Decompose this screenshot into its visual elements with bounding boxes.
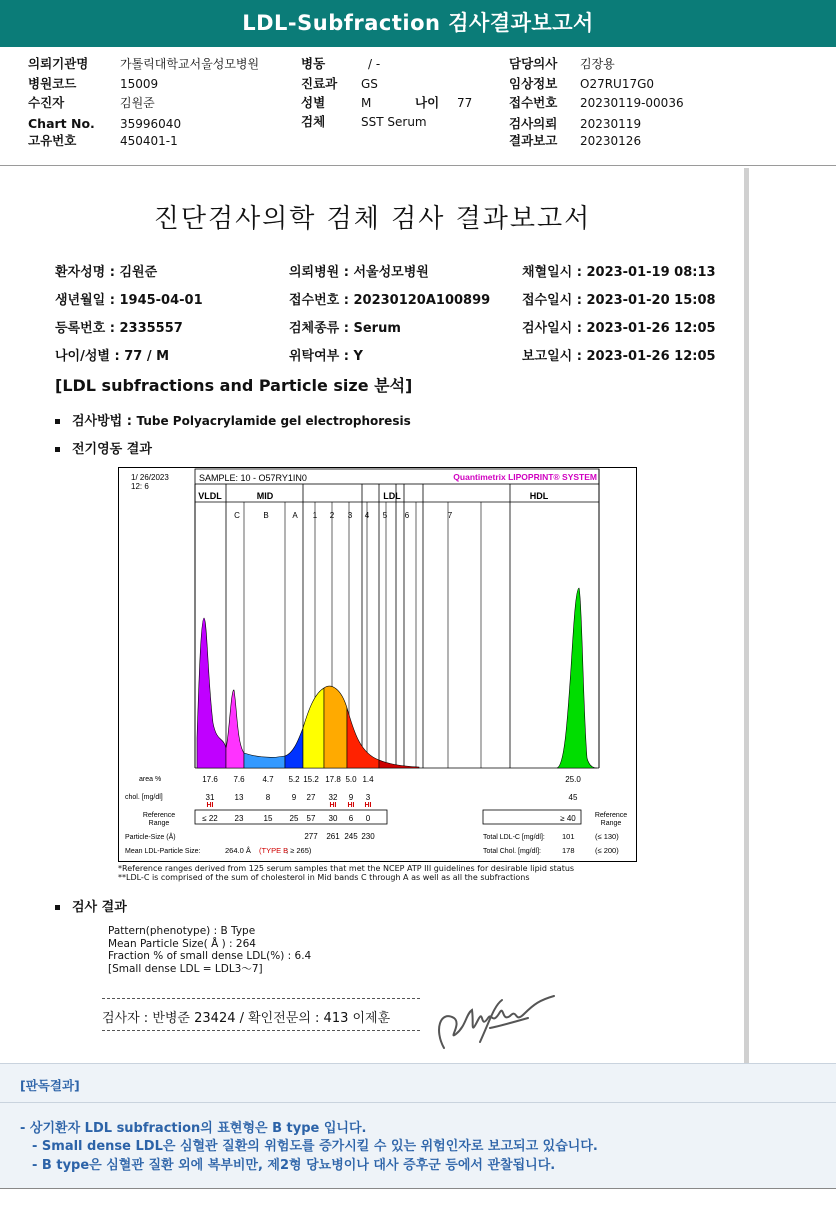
row-label: Particle-Size (Å) xyxy=(125,834,176,841)
ref-value: 30 xyxy=(328,814,338,823)
band-label: 2 xyxy=(329,511,335,520)
signature-line: 검사자 : 반병준 23424 / 확인전문의 : 413 이제훈 xyxy=(102,1011,391,1026)
report-title: LDL-Subfraction 검사결과보고서 xyxy=(242,11,594,35)
mean-value: 264.0 Å xyxy=(225,846,251,855)
header-value: SST Serum xyxy=(361,115,427,129)
interpretation-panel xyxy=(0,1063,836,1189)
header-info xyxy=(0,54,836,164)
area-value: 7.6 xyxy=(233,775,245,784)
note-line: **LDL-C is comprised of the sum of cholesterol in Mid bands C through A as well as all the subfractions xyxy=(118,873,530,882)
chol-value: 32 xyxy=(328,793,338,802)
chol-value: 9 xyxy=(291,793,297,802)
field-label: 보고일시 : xyxy=(522,349,587,364)
field-value: 77 / M xyxy=(124,349,170,364)
group-label: LDL xyxy=(383,491,401,501)
fraction-area xyxy=(557,588,597,768)
fraction-area xyxy=(197,618,226,768)
fraction-area xyxy=(379,760,419,768)
patient-field xyxy=(522,317,716,336)
total-ldl-ref: (≤ 130) xyxy=(595,832,619,841)
header-label: 병동 xyxy=(301,56,326,71)
group-label: MID xyxy=(256,491,274,501)
band-label: A xyxy=(292,511,298,520)
chol-value: 13 xyxy=(234,793,244,802)
electrophoresis-chart xyxy=(118,467,637,862)
total-chol-ref: (≤ 200) xyxy=(595,846,619,855)
dash-divider xyxy=(102,1030,420,1031)
size-value: 261 xyxy=(326,832,340,841)
group-label: VLDL xyxy=(198,491,222,501)
total-chol-value: 178 xyxy=(562,846,575,855)
ref-value: 57 xyxy=(306,814,316,823)
header-value: 김장용 xyxy=(580,57,615,71)
electro-label: 전기영동 결과 xyxy=(72,442,152,457)
field-value: 2023-01-20 15:08 xyxy=(586,293,716,308)
field-value: 김원준 xyxy=(119,265,158,280)
hi-flag: HI xyxy=(206,802,214,809)
report-title-bar xyxy=(0,0,836,47)
total-label: Total LDL-C [mg/dl]: xyxy=(483,834,545,841)
band-label: 1 xyxy=(312,511,318,520)
header-label: 접수번호 xyxy=(509,95,558,110)
header-value: 15009 xyxy=(120,77,159,91)
header-label: 진료과 xyxy=(301,76,338,91)
header-value: / - xyxy=(368,57,381,71)
field-value: 1945-04-01 xyxy=(119,293,203,308)
method-line xyxy=(55,410,411,429)
fraction-area xyxy=(285,728,303,768)
patient-field xyxy=(289,261,429,280)
size-value: 245 xyxy=(344,832,358,841)
field-label: 검사일시 : xyxy=(522,321,587,336)
field-value: 20230120A100899 xyxy=(353,293,491,308)
interpretation-label: [판독결과] xyxy=(20,1078,80,1093)
patient-field xyxy=(522,289,716,308)
table-group xyxy=(125,775,627,855)
field-label: 의뢰병원 : xyxy=(289,265,354,280)
bullet-icon xyxy=(55,905,60,910)
band-label: 6 xyxy=(404,511,410,520)
patient-field xyxy=(289,317,401,336)
patient-field xyxy=(522,345,716,364)
field-label: 접수번호 : xyxy=(289,293,354,308)
patient-field xyxy=(522,261,716,280)
field-value: 2023-01-26 12:05 xyxy=(586,349,716,364)
field-label: 채혈일시 : xyxy=(522,265,587,280)
header-label: 검체 xyxy=(301,114,326,129)
patient-field xyxy=(55,317,183,336)
header-value: 450401-1 xyxy=(120,134,178,148)
header-value: M xyxy=(361,96,372,110)
ref-label-right: Range xyxy=(600,820,622,827)
band-label: 5 xyxy=(382,511,388,520)
row-label: chol. [mg/dl] xyxy=(125,794,163,801)
area-value: 1.4 xyxy=(362,775,374,784)
fraction-area xyxy=(244,753,285,768)
size-value: 230 xyxy=(361,832,375,841)
electro-heading xyxy=(55,438,152,457)
field-value: 서울성모병원 xyxy=(353,265,429,280)
signature-image xyxy=(430,990,560,1055)
header-label: 임상정보 xyxy=(509,76,558,91)
header-label: Chart No. xyxy=(28,116,95,131)
type-b-flag: (TYPE B xyxy=(259,846,289,855)
header-value: 가톨릭대학교서울성모병원 xyxy=(120,57,260,71)
hi-flag: HI xyxy=(329,802,337,809)
field-label: 나이/성별 : xyxy=(55,349,125,364)
ref-value: 0 xyxy=(365,814,371,823)
bullet-icon xyxy=(55,419,60,424)
chart-time: 12: 6 xyxy=(131,482,149,491)
ref-label-right: Reference xyxy=(594,812,628,819)
area-value: 25.0 xyxy=(565,775,581,784)
chol-value: 8 xyxy=(265,793,271,802)
interpretation-line: - B type은 심혈관 질환 외에 복부비만, 제2형 당뇨병이나 대사 증후군 등에서 관찰됩니다. xyxy=(32,1158,556,1173)
field-value: Y xyxy=(353,349,363,364)
note-line: *Reference ranges derived from 125 serum samples that met the NCEP ATP III guidelines for desirable lipid status xyxy=(118,864,575,873)
chol-value: 3 xyxy=(365,793,371,802)
field-label: 생년월일 : xyxy=(55,293,120,308)
result-line: Mean Particle Size( Å ) : 264 xyxy=(108,937,256,950)
interpretation-line: - 상기환자 LDL subfraction의 표현형은 B type 입니다. xyxy=(20,1121,367,1136)
interpretation-line: - Small dense LDL은 심혈관 질환의 위험도를 증가시킬 수 있는 위험인자로 보고되고 있습니다. xyxy=(32,1139,598,1154)
curve-group xyxy=(197,588,597,768)
hdl-ref-value: ≥ 40 xyxy=(560,814,576,823)
field-value: 2335557 xyxy=(119,321,183,336)
area-value: 17.6 xyxy=(202,775,218,784)
document-shadow xyxy=(744,168,749,1063)
header-label: 고유번호 xyxy=(28,133,77,148)
header-divider xyxy=(0,165,836,166)
ref-value: 25 xyxy=(289,814,299,823)
header-value: 35996040 xyxy=(120,117,182,131)
field-label: 환자성명 : xyxy=(55,265,120,280)
area-value: 5.2 xyxy=(288,775,300,784)
result-line: Fraction % of small dense LDL(%) : 6.4 xyxy=(108,950,312,962)
chol-value: 45 xyxy=(568,793,578,802)
chart-sample: SAMPLE: 10 - O57RY1IN0 xyxy=(199,473,307,483)
hi-flag: HI xyxy=(347,802,355,809)
header-label: 담당의사 xyxy=(509,56,558,71)
fraction-area xyxy=(303,688,324,768)
total-ldl-value: 101 xyxy=(562,832,575,841)
field-label: 위탁여부 : xyxy=(289,349,354,364)
field-label: 접수일시 : xyxy=(522,293,587,308)
patient-field xyxy=(289,289,490,308)
area-value: 17.8 xyxy=(325,775,341,784)
method-label: 검사방법 : xyxy=(72,414,137,429)
band-label: 7 xyxy=(447,511,453,520)
section-title: [LDL subfractions and Particle size 분석] xyxy=(55,376,413,395)
hi-flag: HI xyxy=(364,802,372,809)
header-label: 수진자 xyxy=(28,95,65,110)
field-value: 2023-01-26 12:05 xyxy=(586,321,716,336)
band-label: 3 xyxy=(347,511,353,520)
chol-value: 9 xyxy=(348,793,354,802)
chart-notes xyxy=(118,864,574,882)
field-value: 2023-01-19 08:13 xyxy=(586,265,716,280)
header-label: 결과보고 xyxy=(509,133,558,148)
interpretation-divider xyxy=(0,1102,836,1103)
header-label: 의뢰기관명 xyxy=(28,56,89,71)
result-line: [Small dense LDL = LDL3～7] xyxy=(108,962,263,975)
row-label: area % xyxy=(139,776,162,783)
group-labels xyxy=(198,491,548,501)
header-value: 20230119-00036 xyxy=(580,96,684,110)
ref-value: 23 xyxy=(234,814,244,823)
document-title: 진단검사의학 검체 검사 결과보고서 xyxy=(153,204,592,234)
band-label: B xyxy=(263,511,269,520)
header-label: 검사의뢰 xyxy=(509,116,558,131)
header-value: 77 xyxy=(457,96,473,110)
header-value: 20230119 xyxy=(580,117,642,131)
patient-field xyxy=(55,289,203,308)
chol-value: 31 xyxy=(205,793,215,802)
ref-label: Reference xyxy=(142,812,176,819)
total-label: Total Chol. [mg/dl]: xyxy=(483,848,541,855)
result-line: Pattern(phenotype) : B Type xyxy=(108,925,256,937)
area-value: 15.2 xyxy=(303,775,319,784)
patient-field xyxy=(289,345,363,364)
dash-divider xyxy=(102,998,420,999)
patient-field xyxy=(55,345,169,364)
header-label: 병원코드 xyxy=(28,76,77,91)
fraction-area xyxy=(226,690,244,768)
header-label: 나이 xyxy=(415,95,440,110)
band-label: C xyxy=(234,511,240,520)
header-value: 20230126 xyxy=(580,134,642,148)
field-label: 검체종류 : xyxy=(289,321,354,336)
chol-value: 27 xyxy=(306,793,316,802)
area-value: 4.7 xyxy=(262,775,274,784)
size-value: 277 xyxy=(304,832,318,841)
result-heading xyxy=(55,896,127,915)
header-value: GS xyxy=(361,77,378,91)
header-label: 성별 xyxy=(301,95,326,110)
footer-line xyxy=(0,1188,836,1189)
chart-date: 1/ 26/2023 xyxy=(131,473,169,482)
result-label: 검사 결과 xyxy=(72,900,127,915)
result-lines xyxy=(108,925,311,975)
header-value: 김원준 xyxy=(120,96,155,110)
group-label: HDL xyxy=(529,491,549,501)
bullet-icon xyxy=(55,447,60,452)
ref-value: 15 xyxy=(263,814,273,823)
row-label: Mean LDL-Particle Size: xyxy=(125,848,201,855)
method-value: Tube Polyacrylamide gel electrophoresis xyxy=(136,414,411,428)
chart-brand: Quantimetrix LIPOPRINT® SYSTEM xyxy=(453,472,597,482)
ref-value: 6 xyxy=(348,814,354,823)
fraction-area xyxy=(324,686,347,768)
fraction-area xyxy=(347,708,379,768)
field-label: 등록번호 : xyxy=(55,321,120,336)
chart-svg xyxy=(119,468,636,861)
band-lines xyxy=(226,484,510,768)
mean-limit: ; ≥ 265) xyxy=(286,846,312,855)
band-labels xyxy=(234,511,453,520)
area-value: 5.0 xyxy=(345,775,357,784)
field-value: Serum xyxy=(353,321,401,336)
band-label: 4 xyxy=(364,511,370,520)
ref-label: Range xyxy=(148,820,170,827)
ref-value: ≤ 22 xyxy=(202,814,218,823)
patient-field xyxy=(55,261,157,280)
header-value: O27RU17G0 xyxy=(580,77,655,91)
